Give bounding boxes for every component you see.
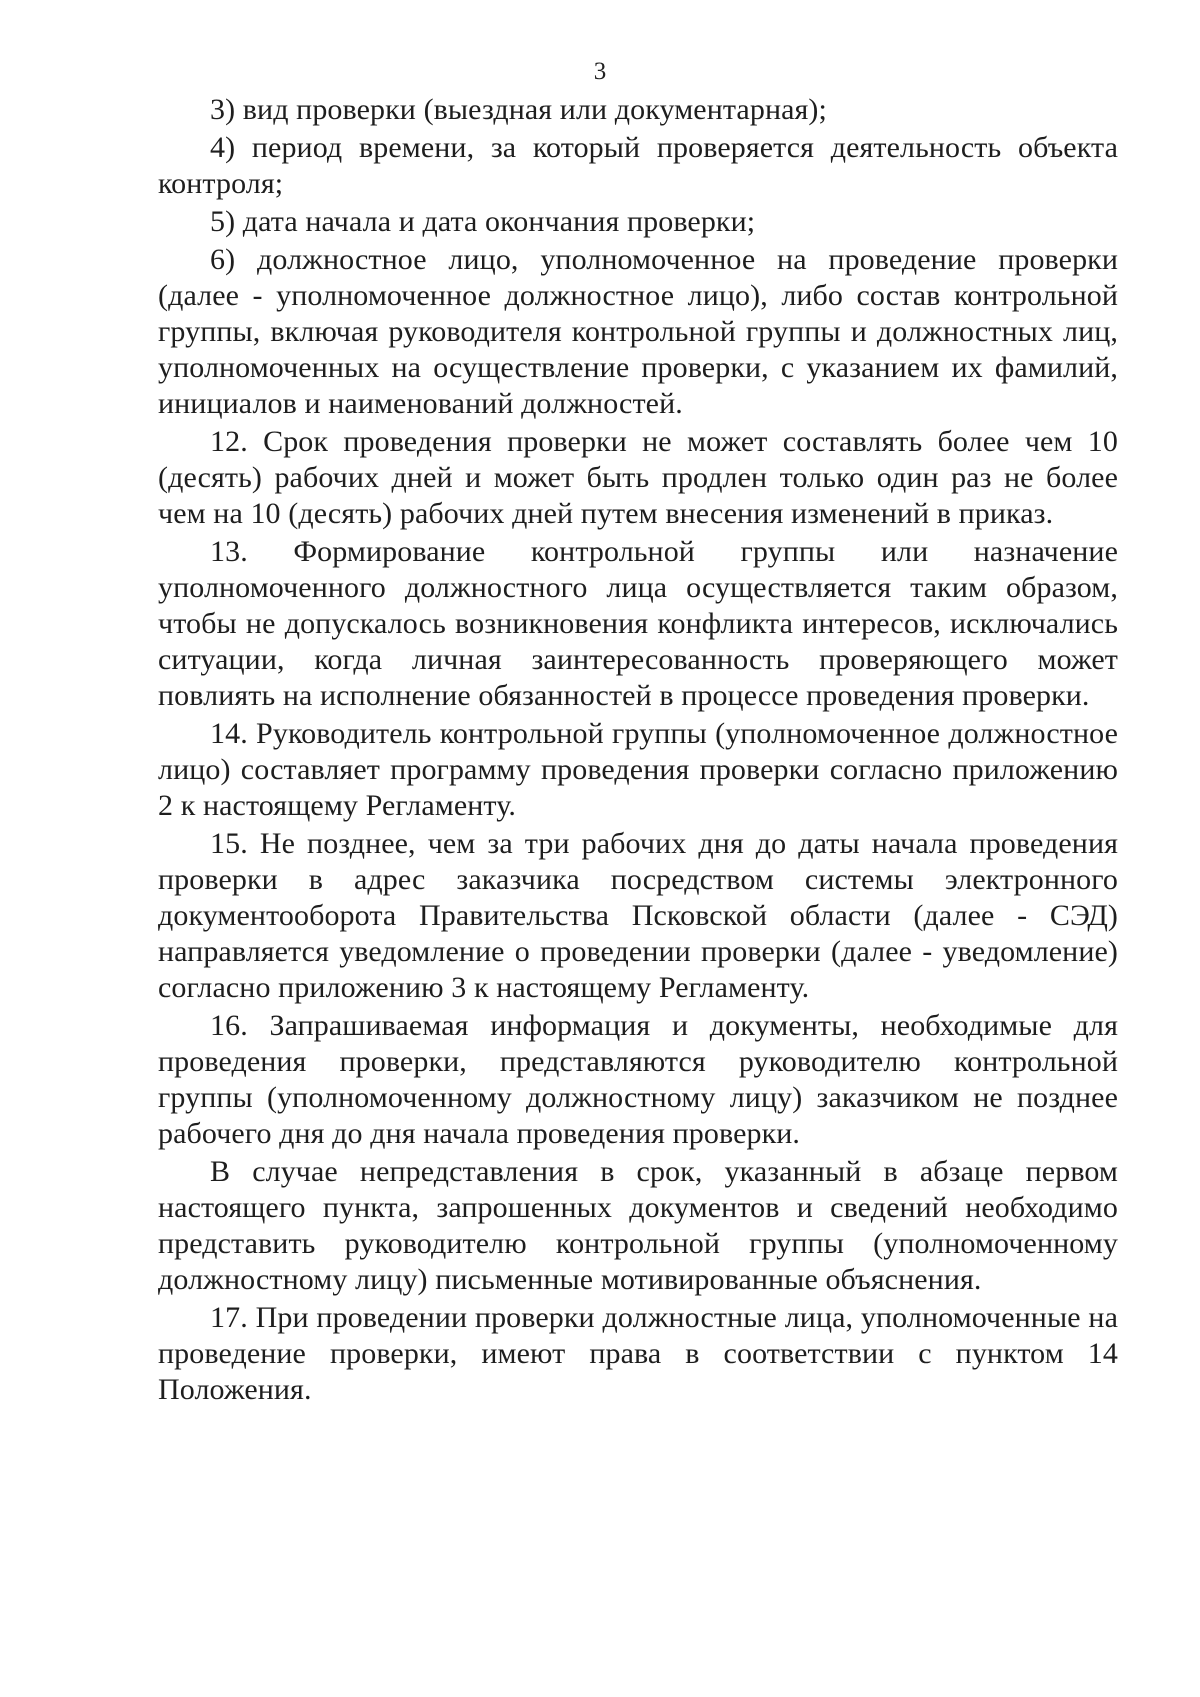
list-item-4: 4) период времени, за который проверяется деятельность объекта контроля; (158, 131, 1118, 200)
clause-16: 16. Запрашиваемая информация и документы, необходимые для проведения проверки, представляются руководителю контрольной группы (уполномоченному должностному лицу) заказчиком не позднее рабочего дня до дня начала проведения проверки. (158, 1009, 1118, 1150)
clause-15: 15. Не позднее, чем за три рабочих дня до даты начала проведения проверки в адрес заказчика посредством системы электронного документооборота Правительства Псковской области (далее - СЭД) направляется уведомление о проведении проверки (далее - уведомление) согласно приложению 3 к настоящему Регламенту. (158, 827, 1118, 1004)
document-body (158, 92, 1118, 1410)
clause-14: 14. Руководитель контрольной группы (уполномоченное должностное лицо) составляет программу проведения проверки согласно приложению 2 к настоящему Регламенту. (158, 717, 1118, 822)
list-item-6: 6) должностное лицо, уполномоченное на проведение проверки (далее - уполномоченное должностное лицо), либо состав контрольной группы, включая руководителя контрольной группы и должностных лиц, уполномоченных на осуществление проверки, с указанием их фамилий, инициалов и наименований должностей. (158, 243, 1118, 420)
page-number: 3 (593, 58, 607, 85)
list-item-5: 5) дата начала и дата окончания проверки; (210, 205, 756, 238)
list-item-3: 3) вид проверки (выездная или документарная); (210, 93, 827, 126)
clause-12: 12. Срок проведения проверки не может составлять более чем 10 (десять) рабочих дней и может быть продлен только один раз не более чем на 10 (десять) рабочих дней путем внесения изменений в приказ. (158, 425, 1118, 530)
clause-13: 13. Формирование контрольной группы или назначение уполномоченного должностного лица осуществляется таким образом, чтобы не допускалось возникновения конфликта интересов, исключались ситуации, когда личная заинтересованность проверяющего может повлиять на исполнение обязанностей в процессе проведения проверки. (158, 535, 1118, 712)
clause-16-paragraph-2: В случае непредставления в срок, указанный в абзаце первом настоящего пункта, запрошенных документов и сведений необходимо представить руководителю контрольной группы (уполномоченному должностному лицу) письменные мотивированные объяснения. (158, 1155, 1118, 1296)
clause-17: 17. При проведении проверки должностные лица, уполномоченные на проведение проверки, имеют права в соответствии с пунктом 14 Положения. (158, 1301, 1118, 1406)
